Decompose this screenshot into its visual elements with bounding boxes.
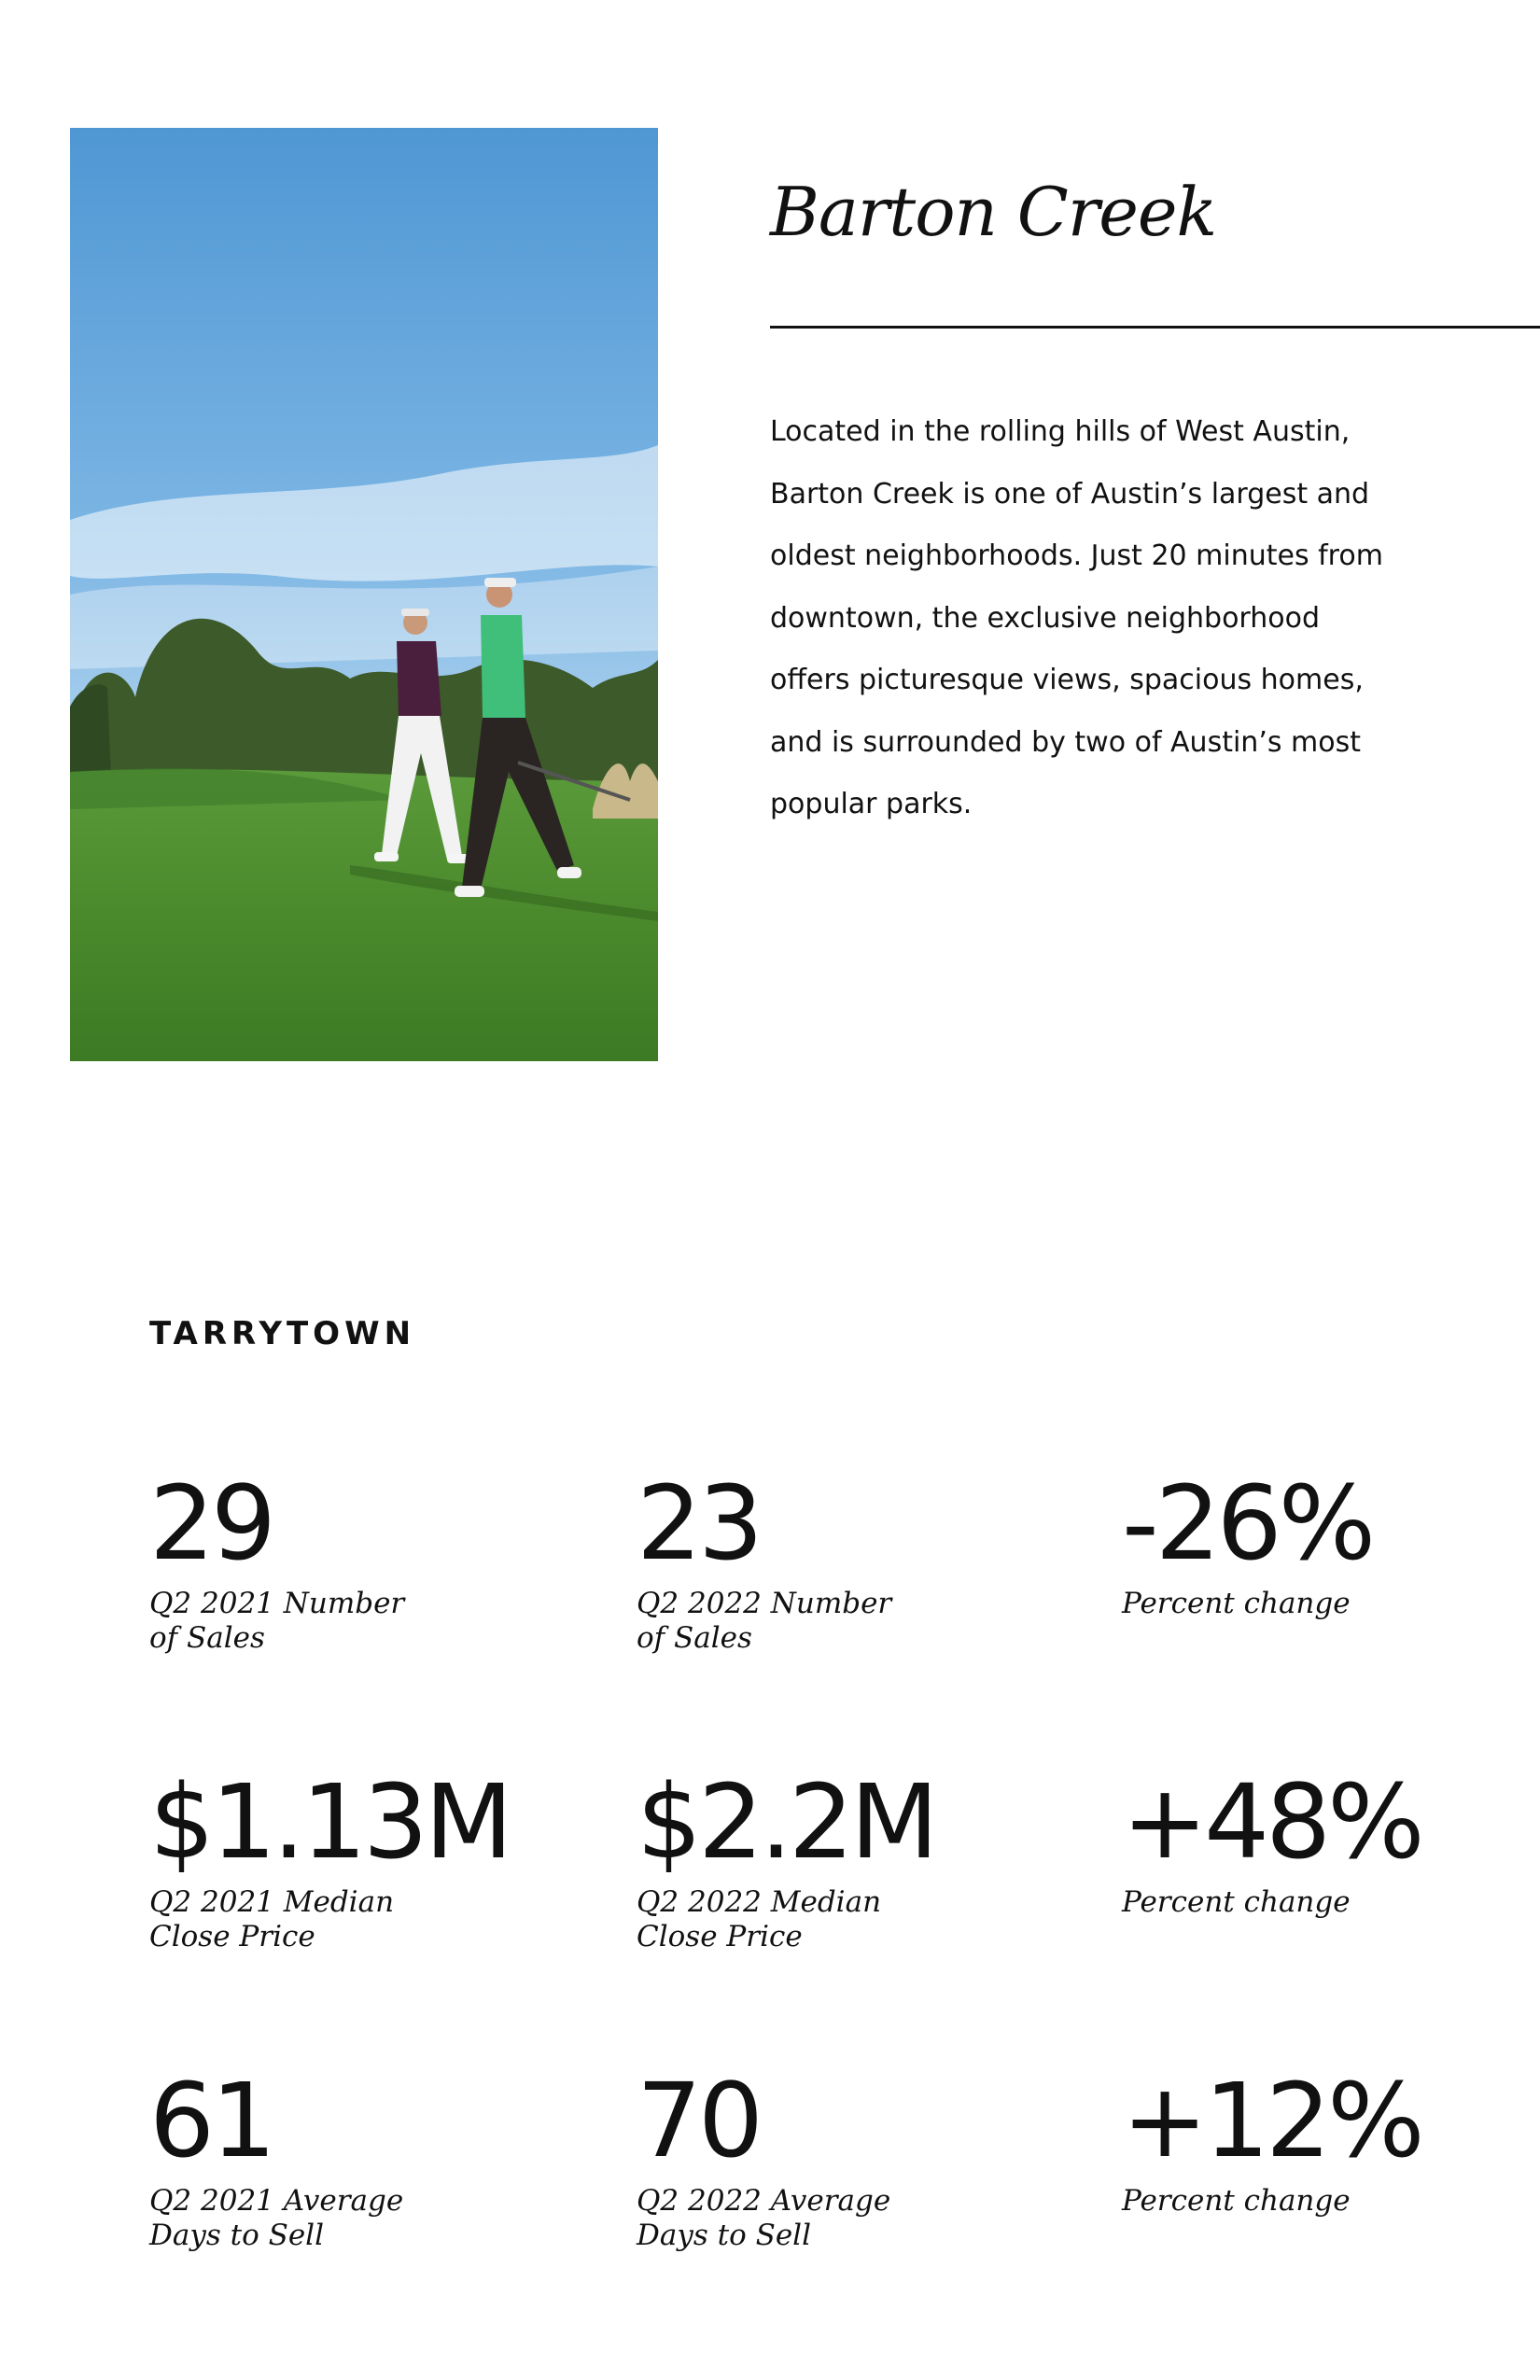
stat-label-line: Q2 2022 Number <box>637 1587 892 1620</box>
description-line: Located in the rolling hills of West Austin, <box>770 415 1351 448</box>
stat-value: +12% <box>1122 2061 1421 2180</box>
stat-label-line: Days to Sell <box>637 2219 811 2252</box>
stat-label <box>637 2184 1085 2253</box>
description-line: and is surrounded by two of Austin’s most <box>770 725 1361 759</box>
stat-label-line: Percent change <box>1122 1885 1351 1919</box>
stat-value: -26% <box>1122 1463 1373 1583</box>
stat-label <box>637 1587 1085 1656</box>
stat-label-line: Q2 2021 Average <box>149 2184 404 2218</box>
golf-course-photo <box>70 128 658 1061</box>
stat-price-2022 <box>637 1762 1085 1954</box>
stat-value: $2.2M <box>637 1762 935 1882</box>
stat-label-line: of Sales <box>637 1621 752 1655</box>
stat-label-line: Q2 2022 Median <box>637 1885 882 1919</box>
stat-sales-2021 <box>149 1463 597 1656</box>
stat-label <box>637 1885 1085 1954</box>
description-line: downtown, the exclusive neighborhood <box>770 601 1320 635</box>
stat-label-line: Percent change <box>1122 1587 1351 1620</box>
stat-value: 29 <box>149 1463 273 1583</box>
golfers-illustration <box>70 128 658 1061</box>
stat-label-line: Close Price <box>637 1920 803 1953</box>
stat-price-2021 <box>149 1762 597 1954</box>
stat-value: 23 <box>637 1463 760 1583</box>
stat-label-line: Q2 2022 Average <box>637 2184 891 2218</box>
stat-label-line: of Sales <box>149 1621 265 1655</box>
stat-label <box>149 1885 597 1954</box>
stat-days-2021 <box>149 2061 597 2253</box>
title-divider <box>770 326 1540 329</box>
stat-label-line: Q2 2021 Number <box>149 1587 405 1620</box>
stat-label-line: Percent change <box>1122 2184 1351 2218</box>
stat-label-line: Q2 2021 Median <box>149 1885 395 1919</box>
stat-sales-change <box>1122 1463 1540 1621</box>
stat-label <box>1122 1587 1540 1621</box>
stat-sales-2022 <box>637 1463 1085 1656</box>
neighborhood-description <box>770 401 1405 836</box>
description-line: Barton Creek is one of Austin’s largest and <box>770 477 1370 511</box>
stat-label <box>149 2184 597 2253</box>
description-line: popular parks. <box>770 788 973 820</box>
section-label: TARRYTOWN <box>149 1315 416 1352</box>
stat-label-line: Days to Sell <box>149 2219 324 2252</box>
stat-label <box>1122 1885 1540 1920</box>
stat-value: 70 <box>637 2061 760 2180</box>
description-line: offers picturesque views, spacious homes, <box>770 664 1364 696</box>
stat-value: +48% <box>1122 1762 1421 1882</box>
stat-value: $1.13M <box>149 1762 510 1882</box>
stat-label <box>149 1587 597 1656</box>
page-title: Barton Creek <box>770 173 1217 251</box>
stat-days-2022 <box>637 2061 1085 2253</box>
stat-price-change <box>1122 1762 1540 1920</box>
stat-label <box>1122 2184 1540 2219</box>
stat-label-line: Close Price <box>149 1920 315 1953</box>
stat-days-change <box>1122 2061 1540 2219</box>
stat-value: 61 <box>149 2061 273 2180</box>
description-line: oldest neighborhoods. Just 20 minutes from <box>770 539 1383 572</box>
